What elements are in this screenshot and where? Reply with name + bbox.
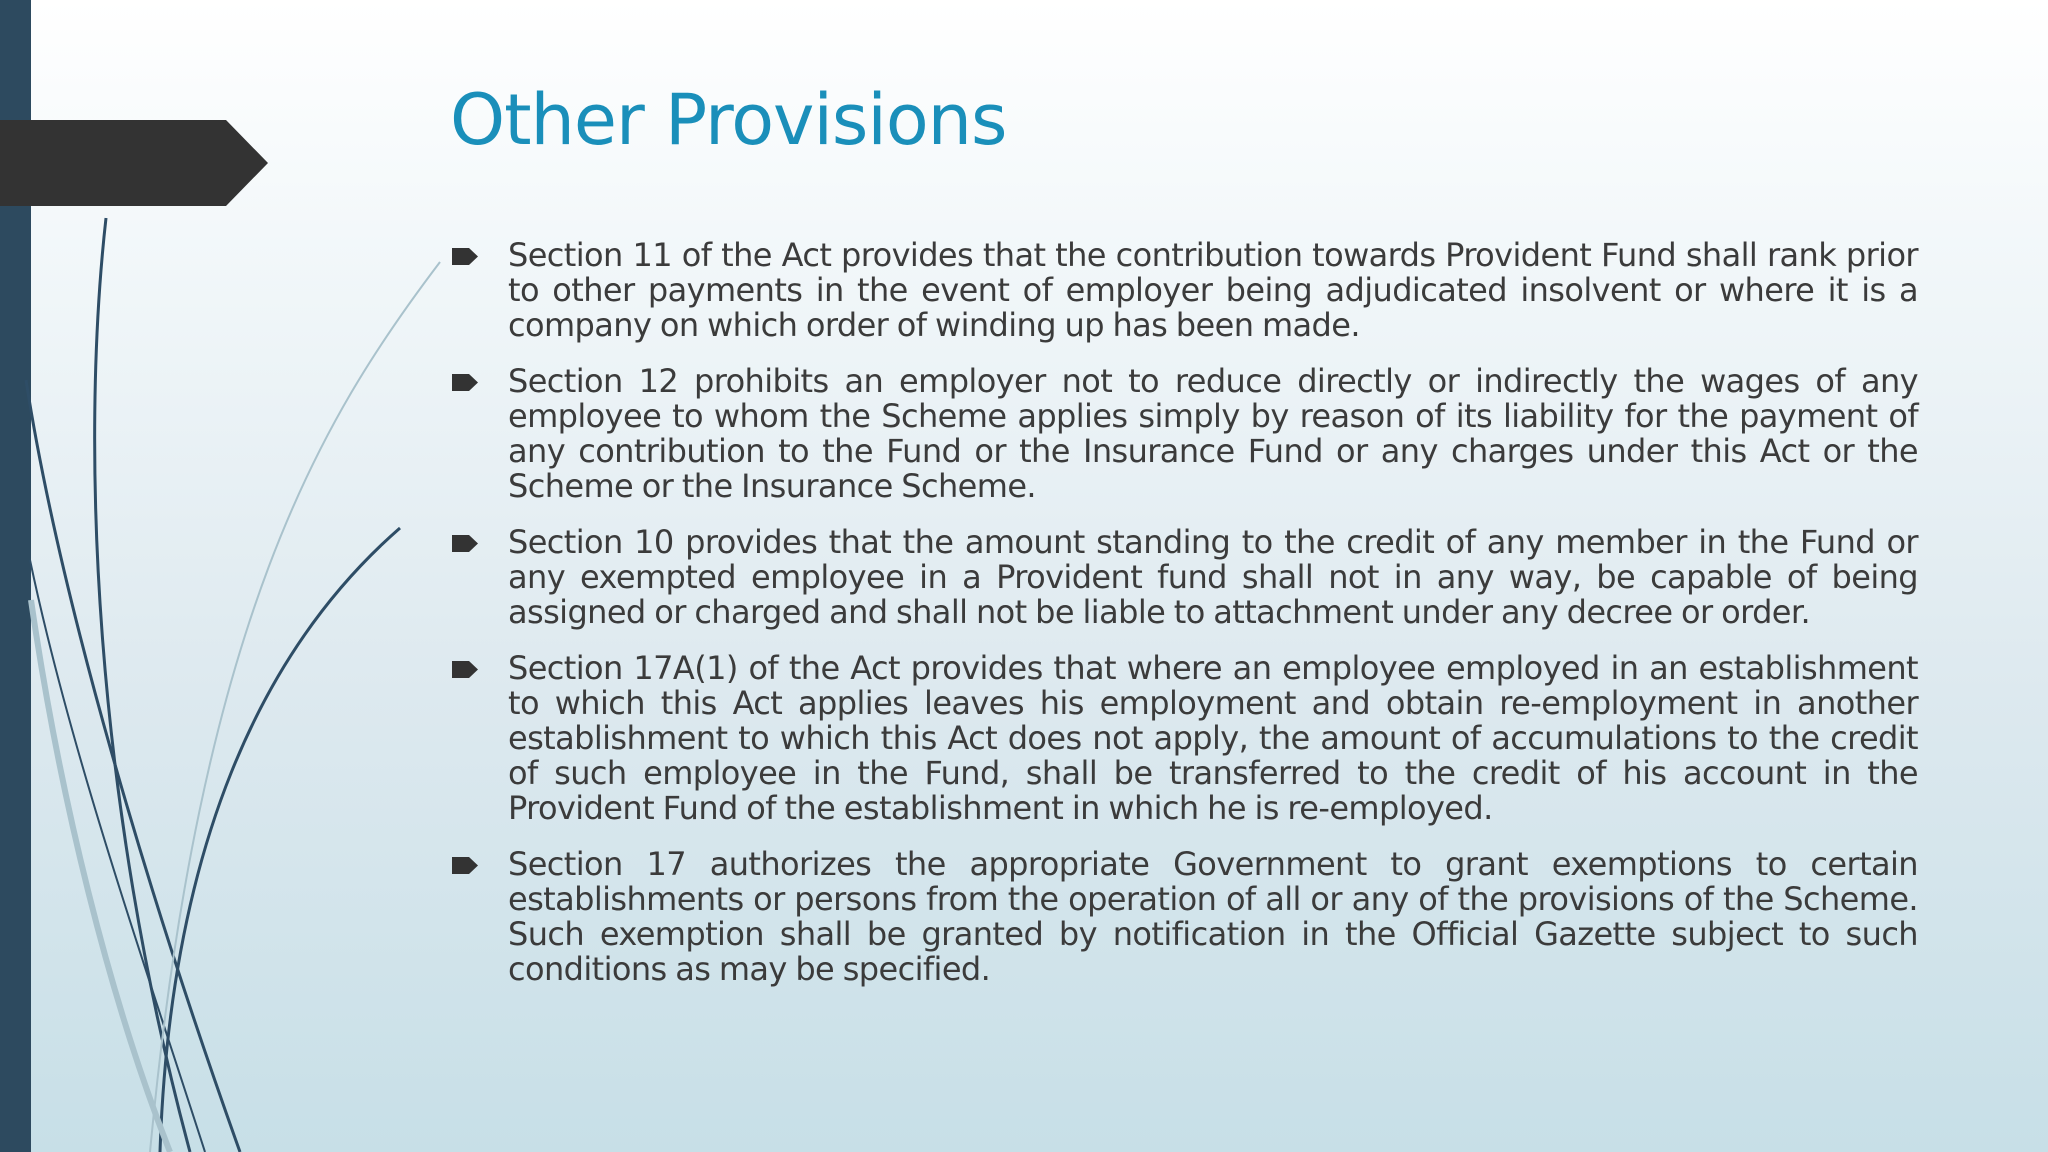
bullet-list [452, 238, 1918, 1008]
bullet-item-section-17 [452, 847, 1918, 987]
bullet-text: Section 11 of the Act provides that the contribution towards Provident Fund shall rank prior to other payments in the event of employer being adjudicated insolvent or where it is a company on which order of winding up has been made. [508, 236, 1918, 344]
slide-title: Other Provisions [450, 79, 1007, 161]
bullet-text: Section 12 prohibits an employer not to reduce directly or indirectly the wages of any employee to whom the Scheme applies simply by reason of its liability for the payment of any contribution to the Fund or the Insurance Fund or any charges under this Act or the Scheme or the Insurance Scheme. [508, 362, 1918, 505]
bullet-text: Section 17A(1) of the Act provides that where an employee employed in an establishment to which this Act applies leaves his employment and obtain re-employment in another establishment to which this Act does not apply, the amount of accumulations to the credit of such employee in the Fund, shall be transferred to the credit of his account in the Provident Fund of the establishment in which he is re-employed. [508, 649, 1918, 827]
bullet-text: Section 17 authorizes the appropriate Government to grant exemptions to certain establishments or persons from the operation of all or any of the provisions of the Scheme. Such exemption shall be granted by notification in the Official Gazette subject to such conditions as may be specified. [508, 845, 1918, 988]
arrow-bullet-icon [452, 374, 478, 391]
bullet-text: Section 10 provides that the amount standing to the credit of any member in the Fund or any exempted employee in a Provident fund shall not in any way, be capable of being assigned or charged and shall not be liable to attachment under any decree or order. [508, 523, 1918, 631]
arrow-bullet-icon [452, 857, 478, 874]
arrow-bullet-icon [452, 661, 478, 678]
arrow-tab-shape [0, 120, 270, 206]
bullet-item-section-11 [452, 238, 1918, 343]
bullet-item-section-17a1 [452, 651, 1918, 826]
bullet-item-section-12 [452, 364, 1918, 504]
arrow-bullet-icon [452, 535, 478, 552]
arrow-bullet-icon [452, 248, 478, 265]
bullet-item-section-10 [452, 525, 1918, 630]
